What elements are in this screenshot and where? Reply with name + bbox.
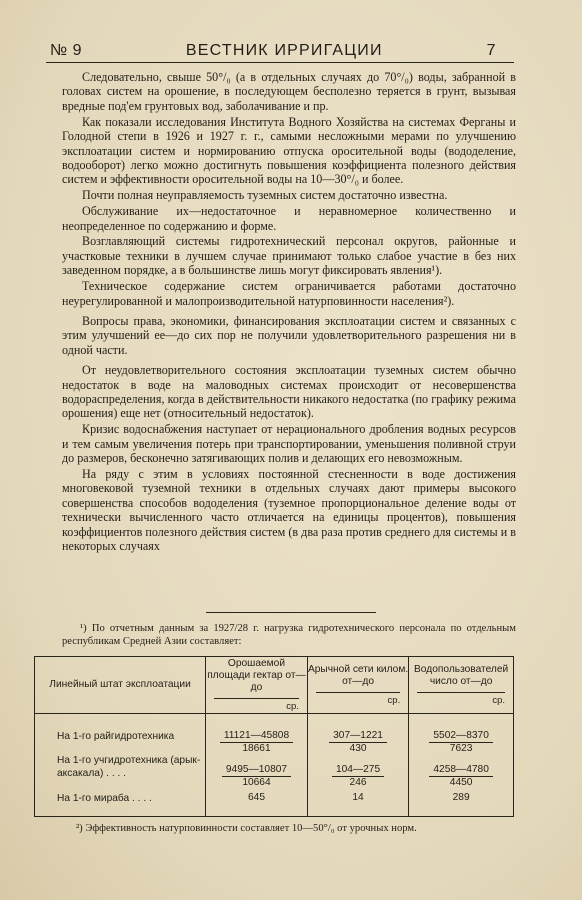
net-range: 104—275 (332, 764, 384, 777)
net-avg: 430 (349, 743, 367, 754)
col-header-staff: Линейный штат эксплоатации (35, 657, 206, 714)
row-label: На 1-го учгидротехника (арык-аксакала) . . . . (57, 755, 201, 779)
row-labels (35, 714, 206, 817)
area-avg: 18661 (242, 743, 271, 754)
header-rule (46, 62, 514, 63)
table-body-row (35, 714, 514, 817)
page-number: 7 (486, 42, 496, 59)
paragraph: Обслуживание их—недостаточное и неравномерное количественно и неопределенное по содержанию и форме. (62, 204, 516, 233)
row-label: На 1-го райгидротехника (57, 731, 175, 742)
paragraph: Вопросы права, экономики, финансирования эксплоатации систем и связанных с этим улучшений ее—до сих пор не получили удовлетворительного разрешения ни в одной части. (62, 314, 516, 357)
footnote-2: ²) Эффективность натурповинности составляет 10—50°/₀ от урочных норм. (76, 823, 417, 834)
users-avg: 4450 (449, 777, 473, 788)
net-avg: 246 (349, 777, 367, 788)
paragraph: От неудовлетворительного состояния эксплоатации туземных систем обычно недостаток в воде на маловодных системах происходит от несовершенства водораспределения, когда в действительности никакого недостатка (по графику режима орошения) еще нет (относительный недостаток). (62, 363, 516, 421)
footnote-rule (206, 612, 376, 613)
col-header-network: Арычной сети килом. от—до ср. (307, 657, 408, 714)
area-range: 11121—45808 (220, 730, 293, 743)
paragraph: На ряду с этим в условиях постоянной стесненности в воде достижения многовековой туземной техники в отдельных случаях дают примеры высокого совершенства способов вододеления (туземное пропорциональное деление воды от технически вычисленного часто отличается на единицы процентов), повышения коэффициентов полезного действия систем (в два раза против среднего для системы и в некоторых случаях (62, 467, 516, 554)
network-values (307, 714, 408, 817)
users-value: 289 (452, 792, 470, 803)
users-range: 4258—4780 (429, 764, 493, 777)
users-avg: 7623 (449, 743, 473, 754)
paragraph: Техническое содержание систем ограничивается работами достаточно неурегулированной и малопроизводительной натурповинности населения²). (62, 279, 516, 308)
table-header-row (35, 657, 514, 714)
journal-title: ВЕСТНИК ИРРИГАЦИИ (185, 42, 383, 59)
running-header (50, 38, 496, 60)
issue-number: № 9 (50, 42, 83, 59)
paragraph: Кризис водоснабжения наступает от нерационального дробления водных ресурсов и тем самым увеличения потерь при транспортировании, уменьшения поливной струи до размеров, бесконечно затягивающих полив и делающих его невозможным. (62, 422, 516, 466)
paragraph: Как показали исследования Института Водного Хозяйства на системах Ферганы и Голодной степи в 1926 и 1927 г. г., самыми несложными мерами по улучшению эксплоатации систем и нормированию отпуска оросительной воды (вододеление, водооборот) легко можно достигнуть повышения коэффициента полезного действия систем и эффективности оросительной воды на 10—30°/₀ и более. (62, 114, 516, 187)
paragraph: Следовательно, свыше 50°/₀ (а в отдельных случаях до 70°/₀) воды, забранной в головах систем на орошение, в последующем бесполезно теряется в грунт, вызывая вредные под'ем грунтовых вод, заболачивание и пр. (62, 70, 516, 113)
users-values (409, 714, 514, 817)
area-value: 645 (247, 792, 265, 803)
area-avg: 10664 (242, 777, 271, 788)
net-value: 14 (352, 792, 364, 803)
article-body (62, 70, 516, 555)
area-values (206, 714, 308, 817)
col-header-area: Орошаемой площади гектар от—до ср. (207, 657, 306, 712)
paragraph: Почти полная неуправляемость туземных систем достаточно известна. (82, 188, 448, 203)
paragraph: Возглавляющий системы гидротехнический персонал округов, районные и участковые техники в лучшем случае принимают только слабое участие в без них заведенном порядке, а в большинстве лишь могут фиксировать явления¹). (62, 234, 516, 278)
users-range: 5502—8370 (429, 730, 493, 743)
staff-load-table (34, 656, 514, 817)
net-range: 307—1221 (329, 730, 387, 743)
footnote-1: ¹) По отчетным данным за 1927/28 г. нагрузка гидротехнического персонала по отдельным республикам Средней Азии составляет: (62, 623, 516, 647)
col-header-users: Водопользователей число от—до ср. (409, 657, 514, 714)
row-label: На 1-го мираба . . . . (57, 793, 152, 804)
area-range: 9495—10807 (222, 764, 291, 777)
